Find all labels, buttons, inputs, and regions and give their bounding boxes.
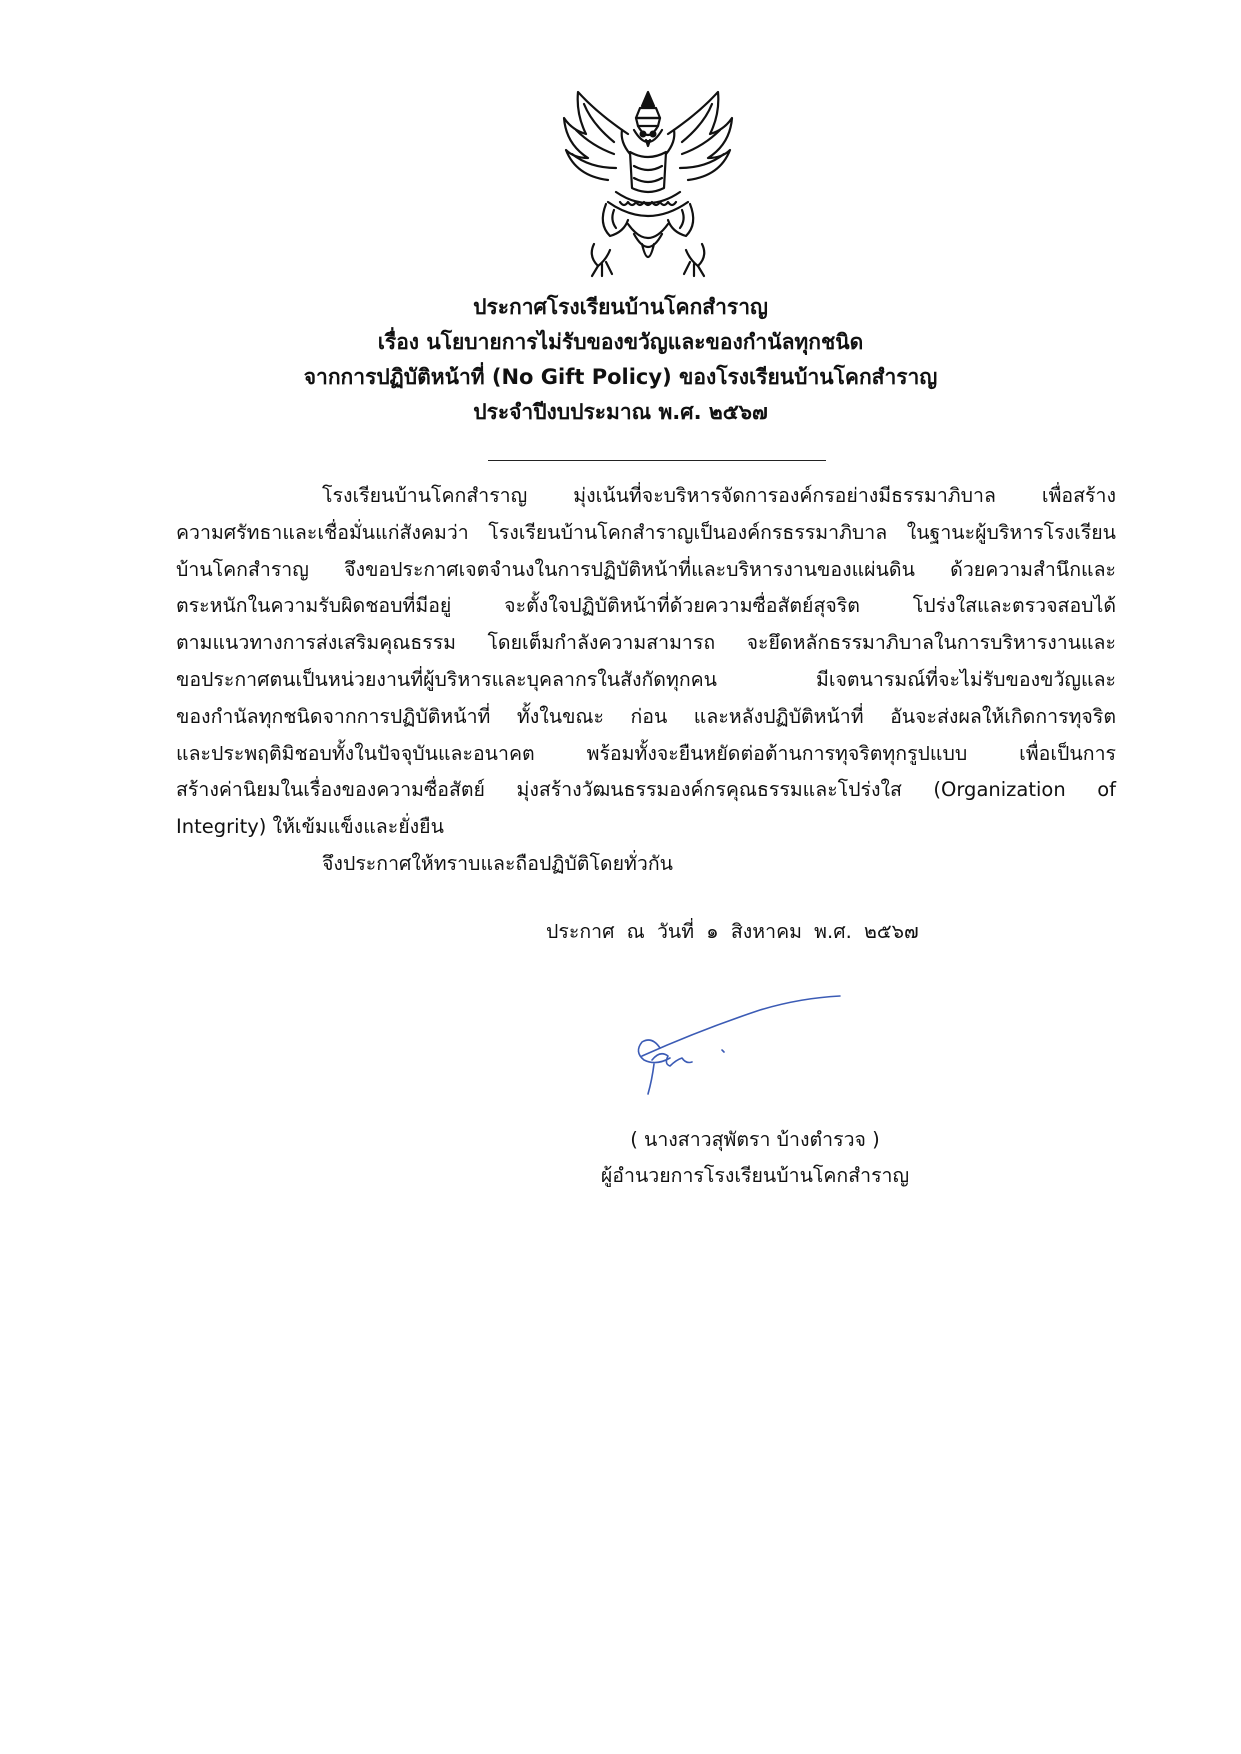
announcement-heading	[0, 290, 1241, 430]
signature-icon	[630, 990, 850, 1100]
body-line: บ้านโคกสำราญ จึงขอประกาศเจตจำนงในการปฏิบัติหน้าที่และบริหารงานของแผ่นดิน ด้วยความสำนึกและ	[176, 557, 1116, 581]
body-line: ขอประกาศตนเป็นหน่วยงานที่ผู้บริหารและบุคลากรในสังกัดทุกคน มีเจตนารมณ์ที่จะไม่รับของขวัญและ	[176, 667, 1116, 691]
garuda-emblem-icon	[558, 84, 738, 280]
body-line: ของกำนัลทุกชนิดจากการปฏิบัติหน้าที่ ทั้งในขณะ ก่อน และหลังปฏิบัติหน้าที่ อันจะส่งผลให้เกิดการทุจริต	[176, 704, 1116, 728]
body-line: ตามแนวทางการส่งเสริมคุณธรรม โดยเต็มกำลังความสามารถ จะยึดหลักธรรมาภิบาลในการบริหารงานและ	[176, 631, 1116, 655]
body-line: โรงเรียนบ้านโคกสำราญ มุ่งเน้นที่จะบริหารจัดการองค์กรอย่างมีธรรมาภิบาล เพื่อสร้าง	[322, 484, 1116, 507]
signer-name: ( นางสาวสุพัตรา บ้างตำรวจ )	[630, 1128, 880, 1151]
body-line: ความศรัทธาและเชื่อมั่นแก่สังคมว่า โรงเรียนบ้านโคกสำราญเป็นองค์กรธรรมาภิบาล ในฐานะผู้บริหารโรงเรียน	[176, 520, 1116, 544]
signer-position: ผู้อำนวยการโรงเรียนบ้านโคกสำราญ	[600, 1164, 910, 1187]
closing-statement: จึงประกาศให้ทราบและถือปฏิบัติโดยทั่วกัน	[322, 852, 673, 875]
body-line: Integrity) ให้เข้มแข็งและยั่งยืน	[176, 815, 444, 839]
announcement-date: ประกาศ ณ วันที่ ๑ สิงหาคม พ.ศ. ๒๕๖๗	[546, 920, 919, 943]
body-line: สร้างค่านิยมในเรื่องของความซื่อสัตย์ มุ่งสร้างวัฒนธรรมองค์กรคุณธรรมและโปร่งใส (Organization of	[176, 778, 1116, 802]
body-line: และประพฤติมิชอบทั้งในปัจจุบันและอนาคต พร้อมทั้งจะยืนหยัดต่อต้านการทุจริตทุกรูปแบบ เพื่อเป็นการ	[176, 741, 1116, 765]
announcement-subject: เรื่อง นโยบายการไม่รับของขวัญและของกำนัลทุกชนิด	[377, 330, 864, 354]
body-line: ตระหนักในความรับผิดชอบที่มีอยู่ จะตั้งใจปฏิบัติหน้าที่ด้วยความซื่อสัตย์สุจริต โปร่งใสและตรวจสอบได้	[176, 594, 1116, 618]
announcement-subject-continued: จากการปฏิบัติหน้าที่ (No Gift Policy) ของโรงเรียนบ้านโคกสำราญ	[303, 365, 938, 389]
fiscal-year: ประจำปีงบประมาณ พ.ศ. ๒๕๖๗	[473, 400, 768, 424]
announcement-body	[176, 478, 1116, 846]
heading-divider	[488, 460, 826, 461]
announcement-title: ประกาศโรงเรียนบ้านโคกสำราญ	[473, 295, 768, 319]
signer-block	[560, 1122, 950, 1194]
